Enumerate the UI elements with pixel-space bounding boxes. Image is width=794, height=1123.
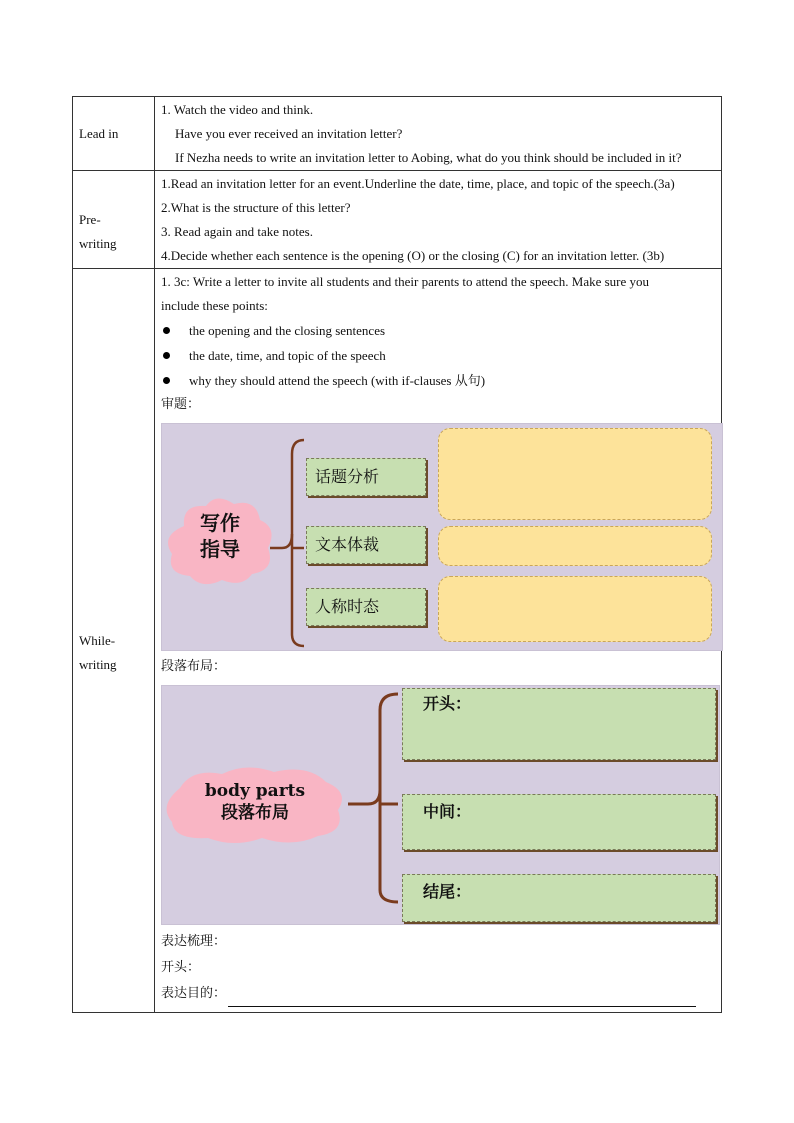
person-tense-box: 人称时态 — [306, 588, 426, 626]
kaitou-label: 开头： — [161, 960, 201, 975]
guide-title-line: 指导 — [200, 537, 240, 561]
task-line: include these points: — [161, 298, 268, 313]
bullet-item: why they should attend the speech (with if-clauses 从句) — [161, 368, 715, 393]
guide-title-line: 写作 — [200, 511, 240, 535]
genre-answer-box[interactable] — [438, 526, 712, 566]
stage-lead-in — [73, 97, 155, 171]
pre-writing-line: 3. Read again and take notes. — [161, 224, 313, 239]
while-writing-content — [155, 269, 722, 1013]
lead-in-line: 1. Watch the video and think. — [161, 102, 314, 117]
pre-writing-line: 2.What is the structure of this letter? — [161, 200, 351, 215]
guide-cloud — [164, 496, 276, 586]
duanluo-label: 段落布局： — [161, 659, 227, 674]
lead-in-line: Have you ever received an invitation letter? — [175, 126, 403, 141]
lesson-table — [72, 96, 722, 1013]
stage-label: Lead in — [79, 125, 119, 141]
bullet-item: the opening and the closing sentences — [161, 318, 715, 343]
stage-while-writing — [73, 269, 155, 1013]
row-pre-writing — [73, 171, 722, 269]
biaoda-label: 表达梳理： — [161, 934, 227, 949]
purpose-row — [161, 981, 715, 1007]
genre-box: 文本体裁 — [306, 526, 426, 564]
layout-cloud — [162, 766, 348, 844]
pre-writing-line: 1.Read an invitation letter for an event.Underline the date, time, place, and topic of the speech.(3a) — [161, 176, 675, 191]
lead-in-content — [155, 97, 722, 171]
row-lead-in — [73, 97, 722, 171]
stage-label: While- writing — [79, 632, 117, 672]
bullet-icon — [163, 327, 170, 334]
pre-writing-line: 4.Decide whether each sentence is the opening (O) or the closing (C) for an invitation letter. (3b) — [161, 248, 665, 263]
layout-title-line: 段落布局 — [221, 803, 289, 823]
purpose-label: 表达目的： — [161, 986, 227, 1001]
bullet-icon — [163, 377, 170, 384]
writing-guide-diagram — [161, 423, 723, 651]
purpose-blank[interactable] — [228, 990, 696, 1007]
middle-box[interactable]: 中间： — [402, 794, 716, 850]
row-while-writing — [73, 269, 722, 1013]
bullet-icon — [163, 352, 170, 359]
stage-label: Pre- writing — [79, 211, 117, 251]
task-line: 1. 3c: Write a letter to invite all students and their parents to attend the speech. Make sure you — [161, 274, 650, 289]
ending-box[interactable]: 结尾： — [402, 874, 716, 922]
layout-title-line: body parts — [204, 781, 306, 801]
pre-writing-content — [155, 171, 722, 269]
bullet-item: the date, time, and topic of the speech — [161, 343, 715, 368]
opening-box[interactable]: 开头： — [402, 688, 716, 760]
topic-analysis-box: 话题分析 — [306, 458, 426, 496]
lead-in-line: If Nezha needs to write an invitation letter to Aobing, what do you think should be included in it? — [175, 150, 682, 165]
shen-ti-label: 审题： — [161, 397, 201, 412]
topic-answer-box[interactable] — [438, 428, 712, 520]
paragraph-layout-diagram — [161, 685, 720, 925]
stage-pre-writing — [73, 171, 155, 269]
person-tense-answer-box[interactable] — [438, 576, 712, 642]
